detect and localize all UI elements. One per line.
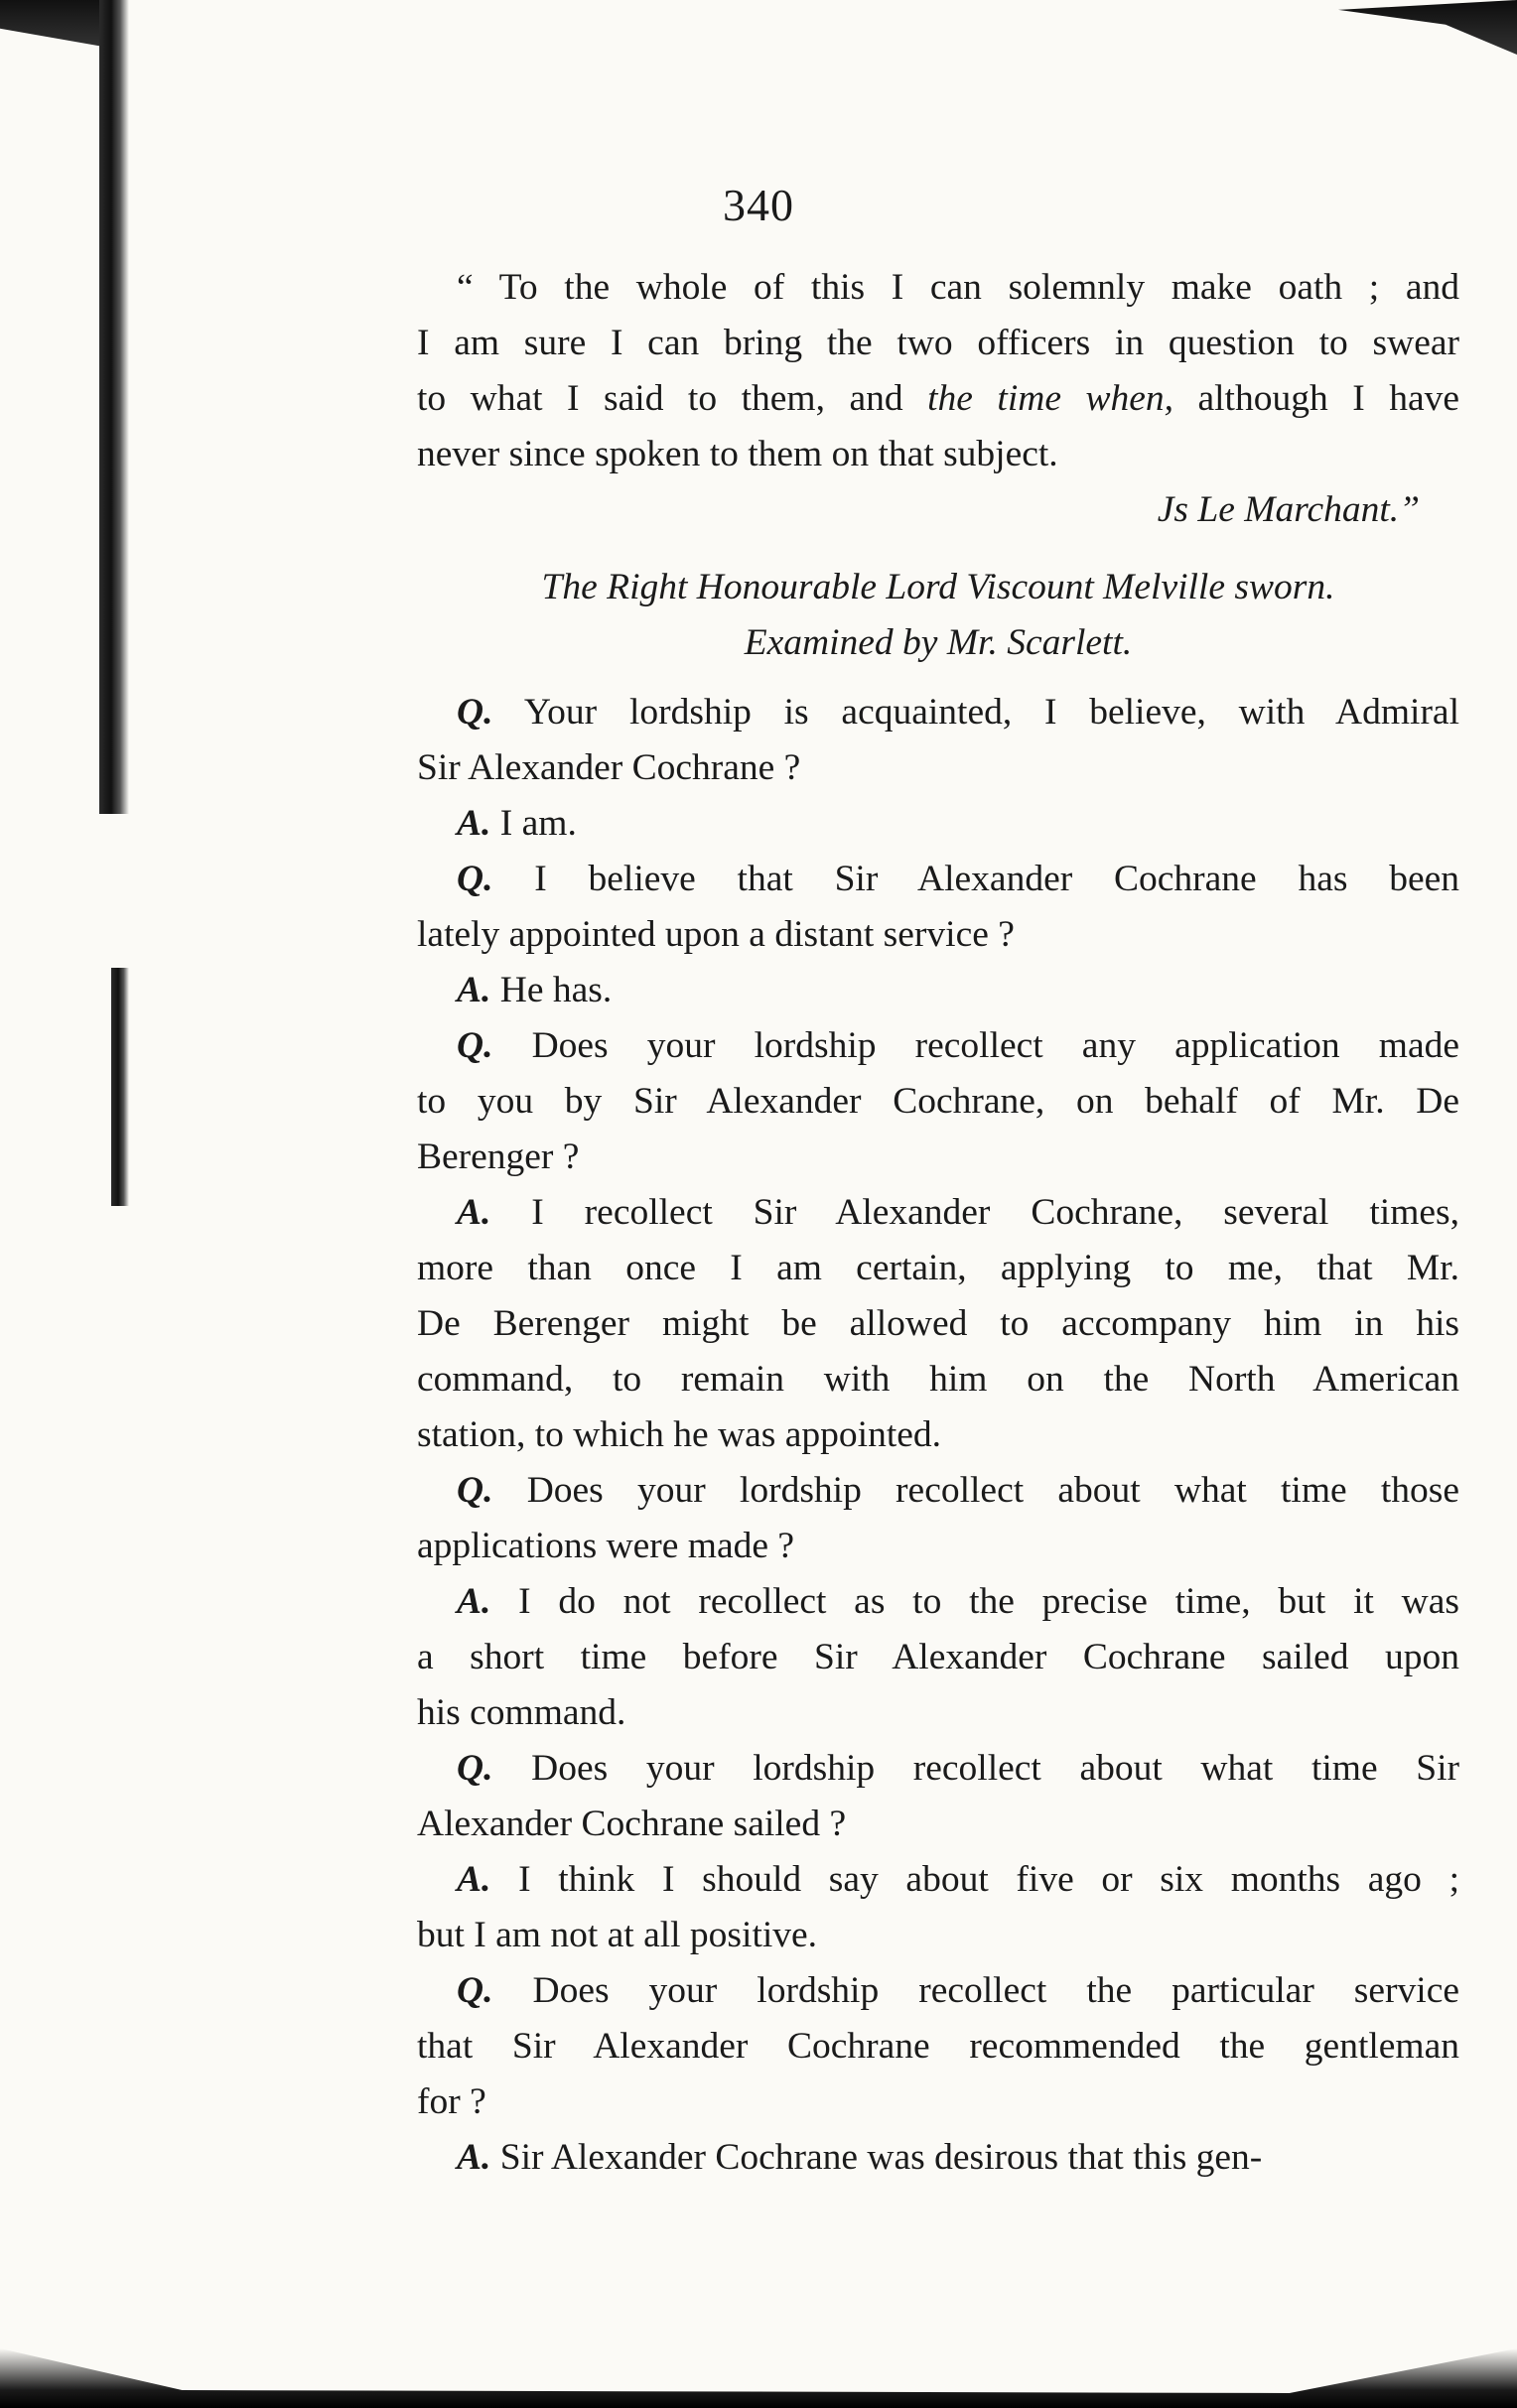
transcript-line xyxy=(417,963,1459,1018)
transcript-line xyxy=(417,1797,1459,1852)
transcript-line xyxy=(417,1185,1459,1241)
transcript-line xyxy=(417,1241,1459,1296)
binding-shadow-top xyxy=(99,0,129,814)
speaker-label: Q. xyxy=(457,859,493,899)
transcript-line xyxy=(417,1574,1459,1630)
line-text: Does your lordship recollect about what time Sir xyxy=(531,1748,1459,1789)
line-text: De Berenger might be allowed to accompany him in his xyxy=(417,1303,1459,1344)
affidavit-line: never since spoken to them on that subject. xyxy=(417,434,1058,474)
line-text: I am. xyxy=(499,803,577,844)
page-bottom-edge-shadow xyxy=(0,2348,1517,2408)
transcript-line xyxy=(417,1130,1459,1185)
transcript-line xyxy=(417,1018,1459,1074)
affidavit-line: to what I said to them, and the time when, although I have xyxy=(417,378,1459,419)
speaker-label: A. xyxy=(457,970,491,1010)
transcript-line xyxy=(417,1963,1459,2019)
transcript-line xyxy=(417,2130,1459,2186)
line-text: more than once I am certain, applying to me, that Mr. xyxy=(417,1248,1459,1288)
binding-edge-tab xyxy=(0,0,109,48)
transcript-line xyxy=(417,2074,1459,2130)
speaker-label: A. xyxy=(457,2137,491,2178)
affidavit-line: I am sure I can bring the two officers in question to swear xyxy=(417,323,1459,363)
speaker-label: A. xyxy=(457,1192,491,1233)
examination-transcript xyxy=(417,685,1459,2186)
question-paragraph xyxy=(417,685,1459,796)
speaker-label: Q. xyxy=(457,1748,493,1789)
answer-paragraph xyxy=(417,796,1459,852)
transcript-line xyxy=(417,685,1459,740)
line-text: I do not recollect as to the precise time, but it was xyxy=(518,1581,1460,1622)
binding-shadow-middle xyxy=(111,968,129,1206)
line-text: Sir Alexander Cochrane was desirous that this gen- xyxy=(499,2137,1263,2178)
line-text: Does your lordship recollect the particular service xyxy=(532,1970,1459,2011)
transcript-line xyxy=(417,796,1459,852)
affidavit-line: “ To the whole of this I can solemnly make oath ; and xyxy=(457,267,1459,308)
answer-paragraph xyxy=(417,963,1459,1018)
line-text: I think I should say about five or six months ago ; xyxy=(518,1859,1460,1900)
line-text: command, to remain with him on the North American xyxy=(417,1359,1459,1400)
witness-heading: The Right Honourable Lord Viscount Melville sworn. xyxy=(541,567,1335,607)
line-text: a short time before Sir Alexander Cochrane sailed upon xyxy=(417,1637,1459,1677)
question-paragraph xyxy=(417,852,1459,963)
answer-paragraph xyxy=(417,1852,1459,1963)
line-text: his command. xyxy=(417,1692,626,1733)
transcript-line xyxy=(417,740,1459,796)
line-text: to you by Sir Alexander Cochrane, on behalf of Mr. De xyxy=(417,1081,1459,1122)
line-text: Does your lordship recollect about what time those xyxy=(526,1470,1460,1511)
transcript-line xyxy=(417,1407,1459,1463)
question-paragraph xyxy=(417,1463,1459,1574)
line-text: He has. xyxy=(499,970,613,1010)
transcript-line xyxy=(417,1352,1459,1407)
speaker-label: A. xyxy=(457,1581,491,1622)
line-text: I recollect Sir Alexander Cochrane, several times, xyxy=(531,1192,1459,1233)
line-text: Your lordship is acquainted, I believe, with Admiral xyxy=(523,692,1459,733)
transcript-line xyxy=(417,1852,1459,1908)
line-text: lately appointed upon a distant service ? xyxy=(417,914,1015,955)
line-text: that Sir Alexander Cochrane recommended the gentleman xyxy=(417,2026,1459,2067)
speaker-label: Q. xyxy=(457,1970,493,2011)
line-text: but I am not at all positive. xyxy=(417,1915,818,1955)
line-text: Berenger ? xyxy=(417,1137,580,1177)
line-text: for ? xyxy=(417,2081,486,2122)
transcript-line xyxy=(417,852,1459,907)
speaker-label: A. xyxy=(457,1859,491,1900)
page-number: 340 xyxy=(723,180,794,230)
transcript-line xyxy=(417,1074,1459,1130)
line-text: Does your lordship recollect any application made xyxy=(531,1025,1459,1066)
line-text: I believe that Sir Alexander Cochrane has been xyxy=(534,859,1459,899)
examiner-heading: Examined by Mr. Scarlett. xyxy=(744,622,1133,663)
question-paragraph xyxy=(417,1018,1459,1185)
line-text: station, to which he was appointed. xyxy=(417,1414,942,1455)
transcript-line xyxy=(417,2019,1459,2074)
page-corner-shadow xyxy=(1338,0,1517,55)
speaker-label: A. xyxy=(457,803,491,844)
answer-paragraph xyxy=(417,2130,1459,2186)
speaker-label: Q. xyxy=(457,692,493,733)
transcript-line xyxy=(417,1685,1459,1741)
transcript-line xyxy=(417,1519,1459,1574)
line-text: applications were made ? xyxy=(417,1526,795,1566)
line-text: Alexander Cochrane sailed ? xyxy=(417,1804,847,1844)
transcript-line xyxy=(417,1630,1459,1685)
transcript-line xyxy=(417,907,1459,963)
answer-paragraph xyxy=(417,1574,1459,1741)
transcript-line xyxy=(417,1908,1459,1963)
affidavit-signature: Js Le Marchant.” xyxy=(1157,489,1420,530)
question-paragraph xyxy=(417,1741,1459,1852)
line-text: Sir Alexander Cochrane ? xyxy=(417,747,801,788)
question-paragraph xyxy=(417,1963,1459,2130)
emphasis-text: the time when, xyxy=(927,378,1173,419)
speaker-label: Q. xyxy=(457,1470,493,1511)
transcript-line xyxy=(417,1296,1459,1352)
body-text xyxy=(417,260,1459,2186)
transcript-line xyxy=(417,1463,1459,1519)
answer-paragraph xyxy=(417,1185,1459,1463)
transcript-line xyxy=(417,1741,1459,1797)
speaker-label: Q. xyxy=(457,1025,493,1066)
